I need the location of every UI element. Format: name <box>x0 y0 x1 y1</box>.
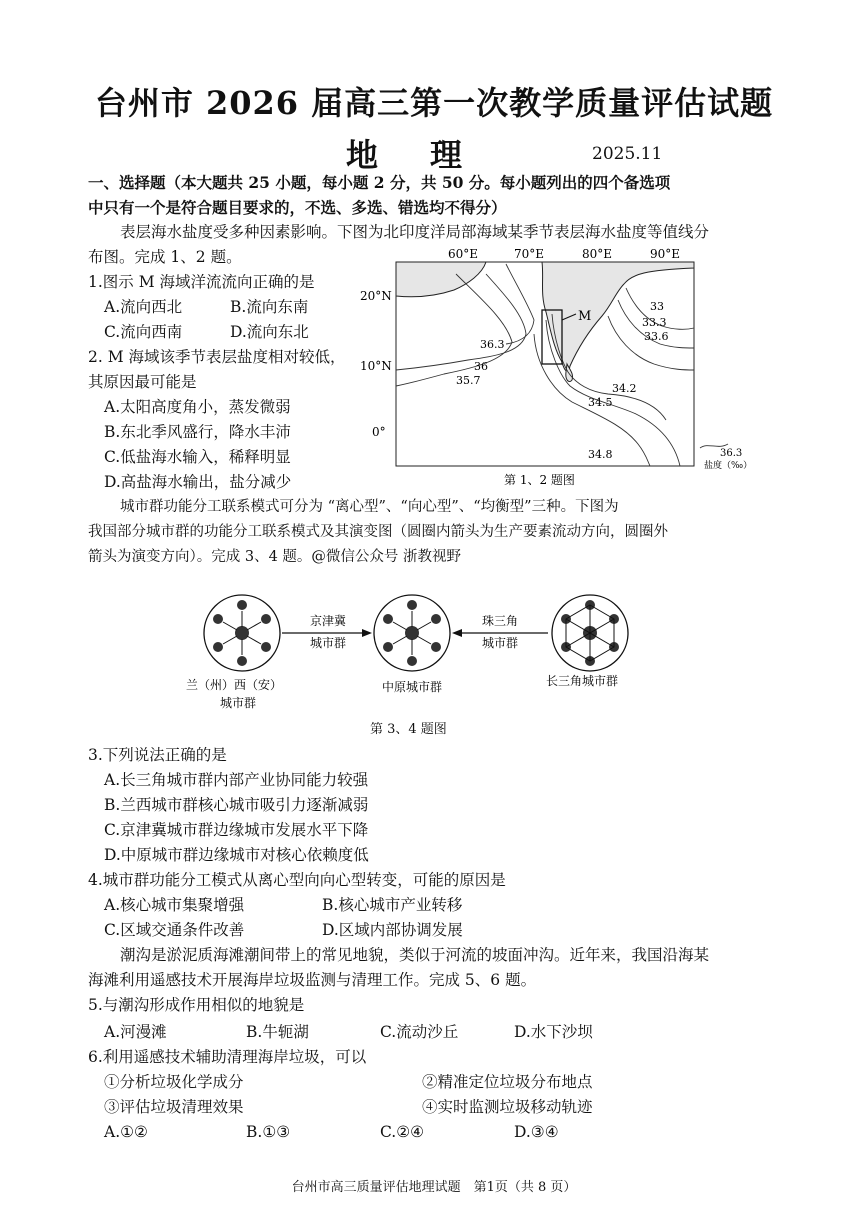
isoline-label: 33 <box>650 300 664 313</box>
q4-option-a[interactable]: A.核心城市集聚增强 <box>104 896 245 914</box>
q2-stem-line1: 2. M 海域该季节表层盐度相对较低， <box>88 348 346 366</box>
q1-option-c[interactable]: C.流向西南 <box>104 323 183 341</box>
map-caption: 第 1、2 题图 <box>504 473 575 487</box>
centripetal-model <box>374 595 450 671</box>
left-cluster-label-line1: 兰（州）西（安） <box>186 678 283 692</box>
exam-title: 台州市 2026 届高三第一次教学质量评估试题 <box>94 84 774 122</box>
lat-label: 10°N <box>360 359 392 373</box>
lat-label: 0° <box>372 425 386 439</box>
q4-stem: 4.城市群功能分工模式从离心型向向心型转变，可能的原因是 <box>88 871 506 889</box>
q3-option-c[interactable]: C.京津冀城市群边缘城市发展水平下降 <box>104 821 369 839</box>
page-footer: 台州市高三质量评估地理试题 第1页（共 8 页） <box>291 1180 577 1195</box>
q2-option-a[interactable]: A.太阳高度角小，蒸发微弱 <box>104 398 291 416</box>
city-cluster-diagram <box>180 585 700 715</box>
arrow2-label-line2: 城市群 <box>482 636 519 650</box>
q5-stem: 5.与潮沟形成作用相似的地貌是 <box>88 996 305 1014</box>
q6-item-4: ④实时监测垃圾移动轨迹 <box>422 1098 593 1116</box>
salinity-map <box>356 244 776 494</box>
isoline-label: 36 <box>474 360 488 373</box>
lon-label: 60°E <box>448 247 479 261</box>
region-m-label: M <box>578 309 592 324</box>
q6-option-c[interactable]: C.②④ <box>380 1123 425 1141</box>
exam-date: 2025.11 <box>592 144 663 164</box>
q2-option-d[interactable]: D.高盐海水输出，盐分减少 <box>104 473 292 491</box>
arrow-head-1 <box>362 629 372 637</box>
q1-option-d[interactable]: D.流向东北 <box>230 323 309 341</box>
section-heading-line1: 一、选择题（本大题共 25 小题，每小题 2 分，共 50 分。每小题列出的四个备选项 <box>88 173 671 192</box>
middle-cluster-label: 中原城市群 <box>382 680 443 694</box>
q3-option-b[interactable]: B.兰西城市群核心城市吸引力逐渐减弱 <box>104 796 369 814</box>
lon-label: 90°E <box>650 247 681 261</box>
intro-3-4-line1: 城市群功能分工联系模式可分为 “离心型”、“向心型”、“均衡型”三种。下图为 <box>120 499 619 515</box>
isoline-label: 33.6 <box>644 330 669 343</box>
q2-option-c[interactable]: C.低盐海水输入，稀释明显 <box>104 448 291 466</box>
section-heading-line2: 中只有一个是符合题目要求的，不选、多选、错选均不得分） <box>88 198 507 217</box>
lon-label: 70°E <box>514 247 545 261</box>
isoline-label: 35.7 <box>456 374 481 387</box>
arrow2-label-line1: 珠三角 <box>482 614 519 628</box>
q6-option-d[interactable]: D.③④ <box>514 1123 559 1141</box>
q2-option-b[interactable]: B.东北季风盛行，降水丰沛 <box>104 423 291 441</box>
isoline-label: 33.3 <box>642 316 667 329</box>
q5-option-a[interactable]: A.河漫滩 <box>104 1023 167 1041</box>
intro-5-6-line1: 潮沟是淤泥质海滩潮间带上的常见地貌，类似于河流的坡面冲沟。近年来，我国沿海某 <box>120 946 710 964</box>
centrifugal-model <box>204 595 280 671</box>
q6-option-b[interactable]: B.①③ <box>246 1123 291 1141</box>
intro-3-4-line3: 箭头为演变方向）。完成 3、4 题。@微信公众号 浙教视野 <box>88 549 462 565</box>
diagram-caption: 第 3、4 题图 <box>370 722 447 737</box>
q1-option-b[interactable]: B.流向东南 <box>230 298 309 316</box>
intro-1-2-line2: 布图。完成 1、2 题。 <box>88 248 242 266</box>
q5-option-d[interactable]: D.水下沙坝 <box>514 1023 593 1041</box>
arrow1-label-line2: 城市群 <box>310 636 347 650</box>
legend-value: 36.3 <box>720 448 743 459</box>
q2-stem-line2: 其原因最可能是 <box>88 373 197 391</box>
left-cluster-label-line2: 城市群 <box>220 696 257 710</box>
lat-label: 20°N <box>360 289 392 303</box>
q4-option-b[interactable]: B.核心城市产业转移 <box>322 896 463 914</box>
legend-unit: 盐度（‰） <box>704 461 753 471</box>
q6-stem: 6.利用遥感技术辅助清理海岸垃圾，可以 <box>88 1048 367 1066</box>
q5-option-c[interactable]: C.流动沙丘 <box>380 1023 459 1041</box>
isoline-label: 34.5 <box>588 396 613 409</box>
q4-option-c[interactable]: C.区域交通条件改善 <box>104 921 245 939</box>
q5-option-b[interactable]: B.牛轭湖 <box>246 1023 309 1041</box>
q6-item-2: ②精准定位垃圾分布地点 <box>422 1073 593 1091</box>
isoline-label: 36.3 <box>480 338 505 351</box>
q4-option-d[interactable]: D.区域内部协调发展 <box>322 921 463 939</box>
right-cluster-label: 长三角城市群 <box>546 674 619 688</box>
intro-5-6-line2: 海滩利用遥感技术开展海岸垃圾监测与清理工作。完成 5、6 题。 <box>88 971 537 989</box>
q3-stem: 3.下列说法正确的是 <box>88 746 227 764</box>
isoline-label: 34.8 <box>588 448 613 461</box>
q3-option-d[interactable]: D.中原城市群边缘城市对核心依赖度低 <box>104 846 369 864</box>
q6-item-3: ③评估垃圾清理效果 <box>104 1098 244 1116</box>
balanced-model <box>552 595 628 671</box>
q3-option-a[interactable]: A.长三角城市群内部产业协同能力较强 <box>104 771 369 789</box>
isoline-label: 34.2 <box>612 382 637 395</box>
subject-title: 地理 <box>346 136 515 174</box>
q1-option-a[interactable]: A.流向西北 <box>104 298 183 316</box>
intro-1-2-line1: 表层海水盐度受多种因素影响。下图为北印度洋局部海域某季节表层海水盐度等值线分 <box>120 223 710 241</box>
arrow1-label-line1: 京津冀 <box>310 614 347 628</box>
lon-label: 80°E <box>582 247 613 261</box>
arrow-head-2 <box>452 629 462 637</box>
q6-option-a[interactable]: A.①② <box>104 1123 148 1141</box>
q1-stem: 1.图示 M 海域洋流流向正确的是 <box>88 273 315 291</box>
intro-3-4-line2: 我国部分城市群的功能分工联系模式及其演变图（圆圈内箭头为生产要素流动方向，圆圈外 <box>88 524 668 540</box>
q6-item-1: ①分析垃圾化学成分 <box>104 1073 244 1091</box>
